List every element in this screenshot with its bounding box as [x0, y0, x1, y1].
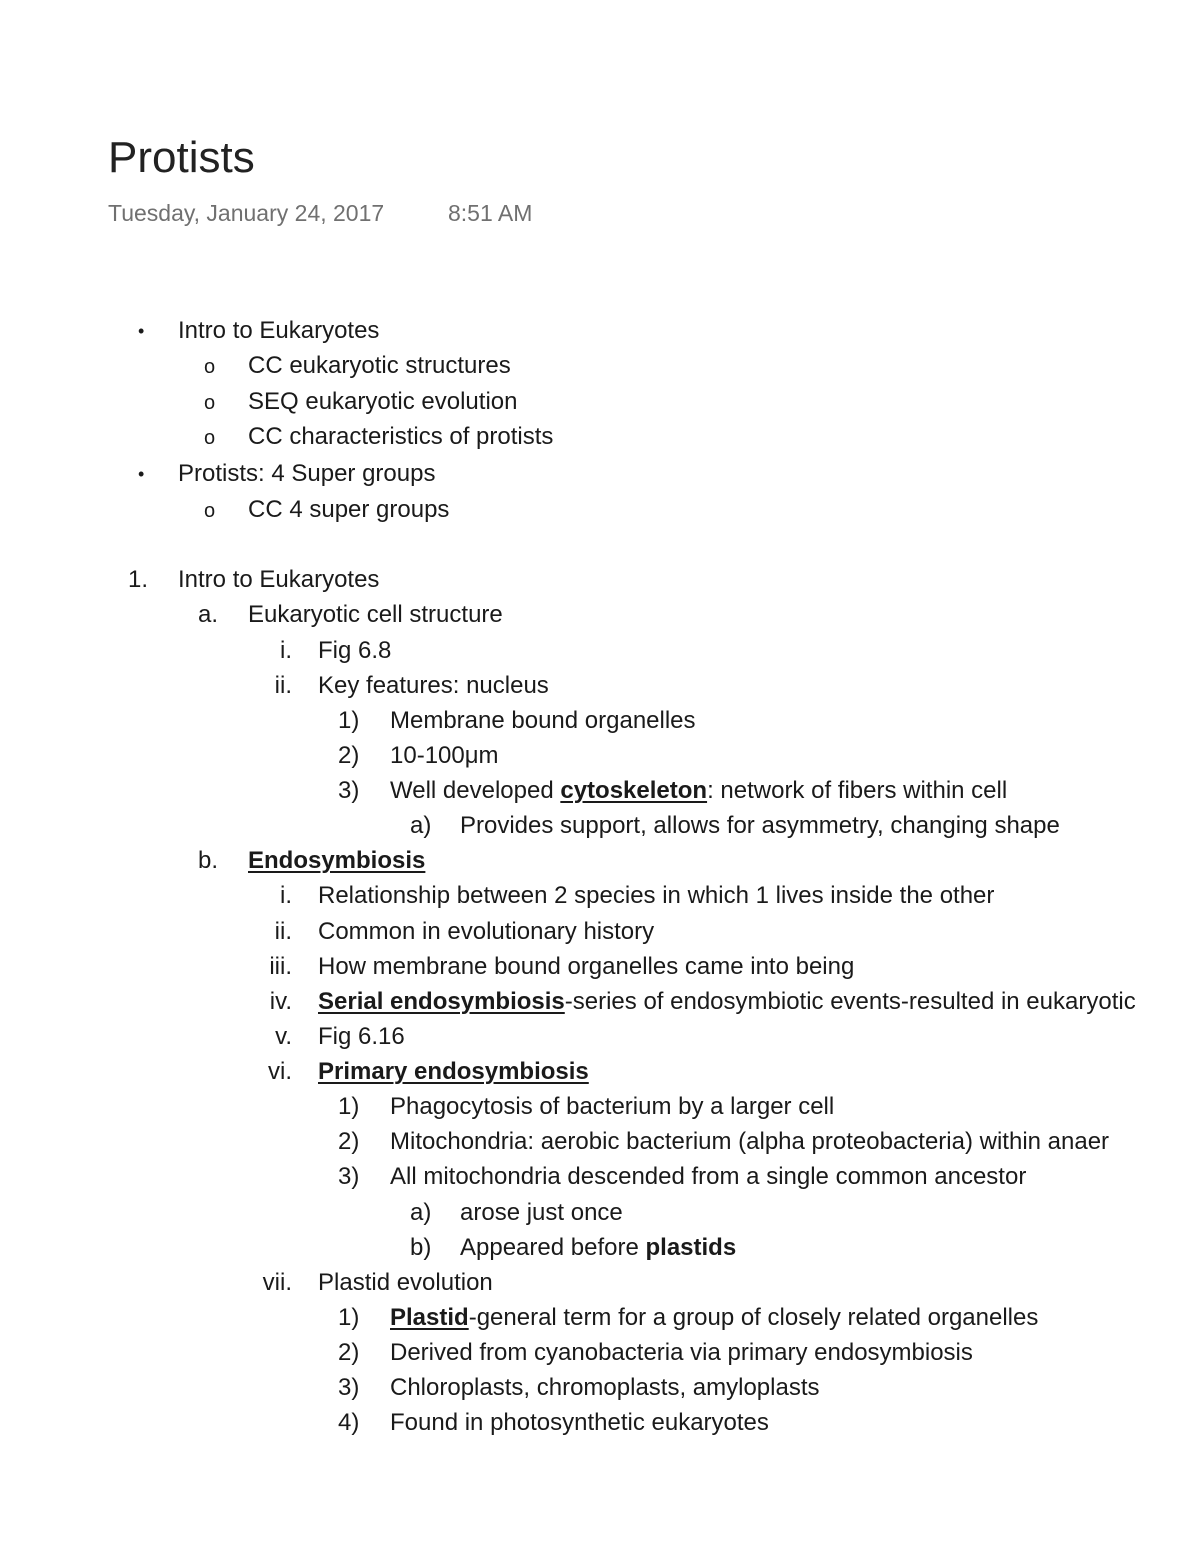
text-fragment: Appeared before [460, 1234, 646, 1261]
list-paren-number: 3) [338, 1163, 360, 1190]
text-fragment: : network of fibers within cell [707, 777, 1008, 804]
list-item: How membrane bound organelles came into being [318, 953, 855, 980]
sub-bullet-marker: o [204, 392, 216, 414]
key-term: plastids [645, 1234, 737, 1261]
list-roman: i. [280, 637, 292, 664]
bullet-marker: • [138, 464, 145, 484]
list-letter: b. [198, 847, 219, 874]
list-roman: i. [280, 882, 292, 909]
subsection-heading: Eukaryotic cell structure [248, 601, 503, 628]
text-fragment: Well developed [390, 777, 561, 804]
list-paren-letter: b) [410, 1234, 432, 1261]
list-number: 1. [128, 566, 149, 593]
outline-item: Intro to Eukaryotes [178, 317, 380, 344]
outline-subitem: SEQ eukaryotic evolution [248, 388, 518, 415]
sub-bullet-marker: o [204, 500, 216, 522]
list-item: arose just once [460, 1199, 623, 1226]
text-fragment: -general term for a group of closely related organelles [468, 1304, 1039, 1331]
note-date: Tuesday, January 24, 2017 [108, 200, 385, 226]
key-term: Serial endosymbiosis [318, 988, 565, 1015]
list-roman: vii. [262, 1269, 292, 1296]
subsection-heading: Endosymbiosis [248, 847, 426, 874]
list-item: Derived from cyanobacteria via primary endosymbiosis [390, 1339, 973, 1366]
outline-item: Protists: 4 Super groups [178, 460, 436, 487]
list-item: Found in photosynthetic eukaryotes [390, 1409, 769, 1436]
list-roman: iii. [269, 953, 292, 980]
list-item [390, 776, 1007, 806]
note-time: 8:51 AM [448, 200, 533, 226]
page-title: Protists [108, 133, 255, 182]
list-item: Provides support, allows for asymmetry, changing shape [460, 812, 1060, 839]
list-letter: a. [198, 601, 219, 628]
list-item: Membrane bound organelles [390, 707, 696, 734]
list-paren-letter: a) [410, 812, 432, 839]
list-paren-number: 1) [338, 1093, 360, 1120]
sub-bullet-marker: o [204, 356, 216, 378]
list-paren-letter: a) [410, 1199, 432, 1226]
list-item: Plastid evolution [318, 1269, 493, 1296]
list-item: Relationship between 2 species in which 1 lives inside the other [318, 882, 995, 909]
key-term: Plastid [390, 1304, 469, 1331]
bullet-marker: • [138, 321, 145, 341]
list-item: 10-100μm [390, 742, 499, 769]
text-fragment: -series of endosymbiotic events-resulted in eukaryotic [564, 988, 1136, 1015]
list-roman: ii. [274, 918, 292, 945]
list-item: Phagocytosis of bacterium by a larger cell [390, 1093, 835, 1120]
outline-subitem: CC 4 super groups [248, 496, 450, 523]
list-item: Chloroplasts, chromoplasts, amyloplasts [390, 1374, 820, 1401]
list-paren-number: 3) [338, 1374, 360, 1401]
list-paren-number: 1) [338, 1304, 360, 1331]
list-paren-number: 1) [338, 707, 360, 734]
list-item: Key features: nucleus [318, 672, 549, 699]
outline-subitem: CC eukaryotic structures [248, 352, 511, 379]
list-roman: ii. [274, 672, 292, 699]
section-heading: Intro to Eukaryotes [178, 566, 380, 593]
list-item [460, 1233, 736, 1263]
list-paren-number: 2) [338, 1128, 360, 1155]
outline-subitem: CC characteristics of protists [248, 423, 554, 450]
list-item: Fig 6.8 [318, 637, 392, 664]
list-item: Common in evolutionary history [318, 918, 655, 945]
sub-bullet-marker: o [204, 427, 216, 449]
list-item: Mitochondria: aerobic bacterium (alpha proteobacteria) within anaer [390, 1128, 1110, 1155]
list-paren-number: 2) [338, 742, 360, 769]
list-roman: vi. [268, 1058, 292, 1085]
list-item: All mitochondria descended from a single common ancestor [390, 1163, 1027, 1190]
list-paren-number: 3) [338, 777, 360, 804]
list-item: Fig 6.16 [318, 1023, 405, 1050]
list-roman: v. [275, 1023, 292, 1050]
list-paren-number: 4) [338, 1409, 360, 1436]
list-paren-number: 2) [338, 1339, 360, 1366]
list-roman: iv. [269, 988, 292, 1015]
list-item [390, 1303, 1038, 1333]
key-term: cytoskeleton [560, 777, 708, 804]
list-item [318, 987, 1136, 1017]
key-term: Primary endosymbiosis [318, 1058, 589, 1085]
